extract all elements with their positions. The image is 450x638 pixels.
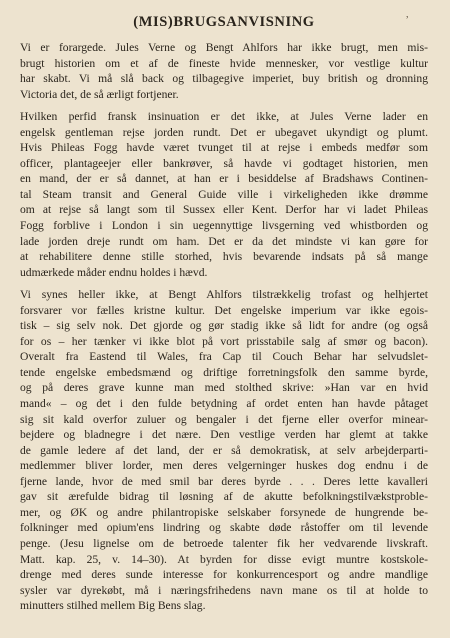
text-line: drenge med deres sunde interesse for konkurrencesport og andre mandlige (20, 568, 428, 582)
text-line: tal Steam transit and General Guide ville i virkeligheden ikke drømme (20, 187, 428, 201)
text-line: tende engelske embedsmænd og driftige forretningsfolk den samme byrde, (20, 365, 428, 379)
text-line: de gamle ledere af det land, der er så demokratisk, at selv arbejderparti- (20, 443, 428, 457)
text-line: en mand, der er så dannet, at han er i besiddelse af Bradshaws Continen- (20, 172, 428, 186)
text-line: Vi er forargede. Jules Verne og Bengt Ahlfors har ikke brugt, men mis- (20, 41, 428, 54)
text-line: Hvis Phileas Fogg havde været tvunget til at rejse i embeds medfør som (20, 141, 428, 155)
text-line: folkninger med opium'ens lindring og skabte døde råstoffer om til levende (20, 521, 428, 535)
text-line: udmærkede måder endnu holdes i hævd. (20, 265, 208, 279)
ink-mark: , (406, 9, 409, 20)
text-line: Vi synes heller ikke, at Bengt Ahlfors tilstrækkelig trofast og helhjertet (20, 288, 428, 302)
paragraph (20, 40, 428, 102)
text-line: har skabt. Vi må slå back og tilbagegive imperiet, buy british og dronning (20, 72, 428, 86)
text-line: Hvilken perfid fransk insinuation er det ikke, at Jules Verne lader en (20, 110, 428, 124)
text-line: Overalt fra Eastend til Wales, fra Cap til Couch Behar har selvudslet- (20, 350, 428, 364)
text-line: Matt. kap. 25, v. 14–30). At byrden for disse evigt muntre kostskole- (20, 552, 428, 566)
text-line: officer, plantageejer eller bankrøver, så havde vi godtaget historien, men (20, 156, 428, 170)
text-line: om at rejse så langt som til Sussex eller Kent. Derfor har vi ladet Phileas (20, 203, 428, 217)
text-line: Fogg forblive i London i sin uegennyttige livsgerning ved whistborden og (20, 219, 428, 233)
text-line: at rehabilitere denne stille storhed, hvis bevarende indsats på så mange (20, 250, 428, 264)
text-line: medlemmer bliver lorder, men deres velgerninger huskes dog endnu i de (20, 459, 428, 473)
paragraph (20, 109, 428, 280)
text-line: og på deres grave kunne man med stolthed skrive: »Han var en hvid (20, 381, 428, 395)
text-line: forsvarer vor fælles kristne kultur. Det engelske imperium var ikke egois- (20, 303, 428, 317)
text-line: mer, og ØK og andre philantropiske selskaber forsynede de hungrende be- (20, 505, 428, 519)
text-line: lade jorden dreje rundt om ham. Det er da det mindste vi kan gøre for (20, 234, 428, 248)
text-line: tisk – sig selv nok. Det gjorde og gør stadig ikke så lidt for andre (og også (20, 319, 428, 333)
page-title: (MIS)BRUGSANVISNING (133, 14, 315, 30)
text-line: penge. (Jesu lignelse om de betroede talenter fik her vedvarende livskraft. (20, 536, 428, 550)
text-line: sysler var dyrekøbt, må i næringsfrihedens navn mane os til at holde to (20, 583, 428, 597)
text-line: fjerne lande, hvor de med smil bar deres byrde . . . Deres lette kavalleri (20, 474, 428, 488)
text-line: brugt historien om et af de fineste hvide mennesker, vor vestlige kultur (20, 56, 428, 70)
text-line: gav sit ærefulde bidrag til løsning af de akutte befolkningstilvækstproble- (20, 490, 428, 504)
text-line: Victoria det, de så ærligt fortjener. (20, 87, 179, 101)
text-line: for os – her tænker vi ikke blot på vort prisstabile salg af smør og bacon). (20, 334, 428, 348)
paragraph (20, 287, 428, 613)
document-body (20, 40, 428, 614)
text-line: mand« – og det i den fulde betydning af ordet enten han havde påtaget (20, 397, 428, 411)
text-line: bejdere og bladnegre i det nære. Den vestlige verden har glemt at takke (20, 428, 428, 442)
text-line: engelsk gentleman rejse jorden rundt. Det er ubegavet ukyndigt og plumt. (20, 125, 428, 139)
text-line: minutters stilhed mellem Big Bens slag. (20, 599, 206, 613)
text-line: sig sit kald overfor zuluer og bengaler i det fjerne eller overfor minear- (20, 412, 428, 426)
